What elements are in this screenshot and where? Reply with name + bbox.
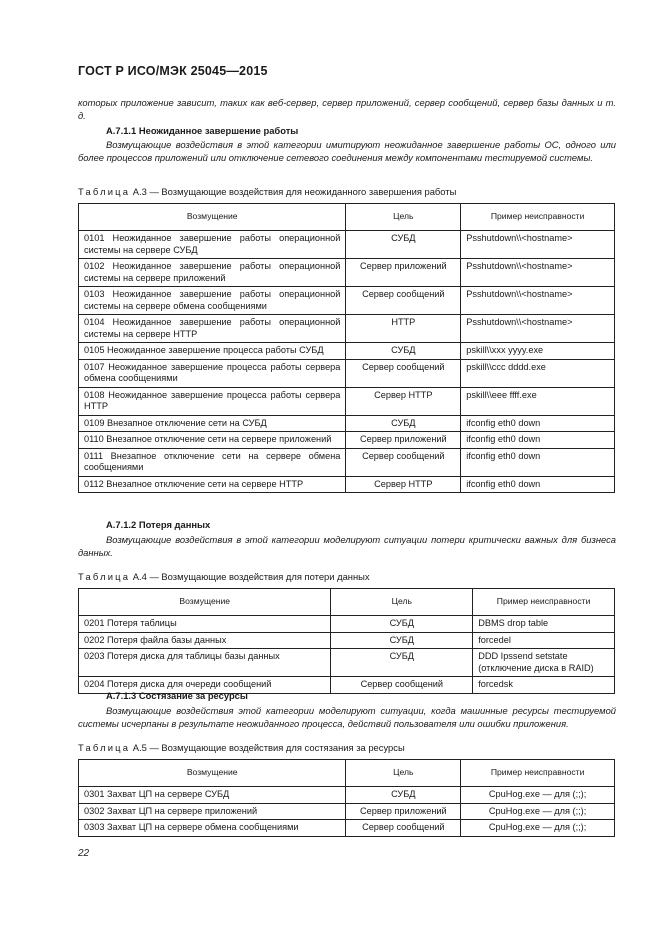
disturbance-cell: 0303 Захват ЦП на сервере обмена сообщениями xyxy=(79,820,346,837)
page-number: 22 xyxy=(78,848,90,859)
table-row xyxy=(79,476,615,493)
intro-paragraph: которых приложение зависит, таких как веб-сервер, сервер приложений, сервер сообщений, сервер базы данных и т. д. xyxy=(78,97,616,121)
fault-example-cell: CpuHog.exe — для (;;); xyxy=(461,820,615,837)
caption-prefix: Таблица xyxy=(78,571,131,582)
table-header-row xyxy=(79,589,615,616)
disturbance-cell: 0112 Внезапное отключение сети на сервере HTTP xyxy=(79,476,346,493)
target-cell: СУБД xyxy=(346,343,461,360)
disturbance-cell: 0302 Захват ЦП на сервере приложений xyxy=(79,803,346,820)
table-row xyxy=(79,343,615,360)
fault-example-cell: ifconfig eth0 down xyxy=(461,476,615,493)
table-row xyxy=(79,315,615,343)
document-header: ГОСТ Р ИСО/МЭК 25045—2015 xyxy=(78,64,268,78)
target-cell: Сервер сообщений xyxy=(331,677,473,694)
target-cell: Сервер сообщений xyxy=(346,287,461,315)
section-heading-a711: А.7.1.1 Неожиданное завершение работы xyxy=(106,125,299,136)
fault-example-cell: forcedsk xyxy=(473,677,615,694)
target-cell: Сервер HTTP xyxy=(346,387,461,415)
table-row xyxy=(79,448,615,476)
disturbance-cell: 0102 Неожиданное завершение работы операционной системы на сервере приложений xyxy=(79,259,346,287)
table-row xyxy=(79,387,615,415)
column-header: Цель xyxy=(346,760,461,787)
table-caption-a3 xyxy=(78,186,456,197)
disturbance-cell: 0201 Потеря таблицы xyxy=(79,616,331,633)
column-header: Пример неисправности xyxy=(461,760,615,787)
table-caption-a5 xyxy=(78,742,405,753)
section-text-a713: Возмущающие воздействия этой категории моделируют ситуации, когда машинные ресурсы тестируемой системы исчерпаны в результате неожиданного процесса, действий пользователя или ошибки приложения. xyxy=(78,705,616,729)
table-row xyxy=(79,415,615,432)
fault-example-cell: pskill\\xxx yyyy.exe xyxy=(461,343,615,360)
caption-prefix: Таблица xyxy=(78,742,131,753)
column-header: Пример неисправности xyxy=(461,204,615,231)
fault-example-cell: CpuHog.exe — для (;;); xyxy=(461,787,615,804)
target-cell: СУБД xyxy=(346,787,461,804)
disturbance-cell: 0111 Внезапное отключение сети на сервере обмена сообщениями xyxy=(79,448,346,476)
caption-rest: А.4 — Возмущающие воздействия для потери данных xyxy=(130,571,370,582)
disturbance-cell: 0103 Неожиданное завершение работы операционной системы на сервере обмена сообщениями xyxy=(79,287,346,315)
disturbance-cell: 0301 Захват ЦП на сервере СУБД xyxy=(79,787,346,804)
section-heading-a713: А.7.1.3 Состязание за ресурсы xyxy=(106,690,248,701)
column-header: Возмущение xyxy=(79,204,346,231)
column-header: Цель xyxy=(331,589,473,616)
fault-example-cell: Psshutdown\\<hostname> xyxy=(461,287,615,315)
table-a5 xyxy=(78,759,615,837)
target-cell: СУБД xyxy=(331,616,473,633)
table-caption-a4 xyxy=(78,571,370,582)
caption-rest: А.3 — Возмущающие воздействия для неожиданного завершения работы xyxy=(130,186,457,197)
disturbance-cell: 0108 Неожиданное завершение процесса работы сервера HTTP xyxy=(79,387,346,415)
fault-example-cell: Psshutdown\\<hostname> xyxy=(461,231,615,259)
target-cell: СУБД xyxy=(331,649,473,677)
target-cell: СУБД xyxy=(331,632,473,649)
target-cell: Сервер HTTP xyxy=(346,476,461,493)
table-header-row xyxy=(79,760,615,787)
disturbance-cell: 0105 Неожиданное завершение процесса работы СУБД xyxy=(79,343,346,360)
table-a4 xyxy=(78,588,615,694)
column-header: Возмущение xyxy=(79,760,346,787)
caption-rest: А.5 — Возмущающие воздействия для состязания за ресурсы xyxy=(130,742,405,753)
fault-example-cell: DDD Ipssend setstate (отключение диска в RAID) xyxy=(473,649,615,677)
section-heading-a712: А.7.1.2 Потеря данных xyxy=(106,519,211,530)
target-cell: Сервер сообщений xyxy=(346,448,461,476)
column-header: Пример неисправности xyxy=(473,589,615,616)
table-row xyxy=(79,632,615,649)
fault-example-cell: CpuHog.exe — для (;;); xyxy=(461,803,615,820)
section-text-a711: Возмущающие воздействия в этой категории имитируют неожиданное завершение работы ОС, одного или более процессов приложений или отключение сетевого соединения между компонентами тестируемой системы. xyxy=(78,139,616,163)
target-cell: СУБД xyxy=(346,231,461,259)
disturbance-cell: 0204 Потеря диска для очереди сообщений xyxy=(79,677,331,694)
target-cell: Сервер приложений xyxy=(346,432,461,449)
disturbance-cell: 0110 Внезапное отключение сети на сервере приложений xyxy=(79,432,346,449)
caption-prefix: Таблица xyxy=(78,186,131,197)
disturbance-cell: 0109 Внезапное отключение сети на СУБД xyxy=(79,415,346,432)
fault-example-cell: forcedel xyxy=(473,632,615,649)
fault-example-cell: Psshutdown\\<hostname> xyxy=(461,315,615,343)
fault-example-cell: DBMS drop table xyxy=(473,616,615,633)
disturbance-cell: 0101 Неожиданное завершение работы операционной системы на сервере СУБД xyxy=(79,231,346,259)
disturbance-cell: 0104 Неожиданное завершение работы операционной системы на сервере HTTP xyxy=(79,315,346,343)
disturbance-cell: 0107 Неожиданное завершение процесса работы сервера обмена сообщениями xyxy=(79,359,346,387)
target-cell: Сервер приложений xyxy=(346,803,461,820)
table-header-row xyxy=(79,204,615,231)
fault-example-cell: pskill\\eee ffff.exe xyxy=(461,387,615,415)
table-row xyxy=(79,803,615,820)
target-cell: Сервер сообщений xyxy=(346,359,461,387)
fault-example-cell: ifconfig eth0 down xyxy=(461,448,615,476)
table-row xyxy=(79,649,615,677)
table-row xyxy=(79,359,615,387)
target-cell: СУБД xyxy=(346,415,461,432)
fault-example-cell: ifconfig eth0 down xyxy=(461,432,615,449)
section-text-a712: Возмущающие воздействия в этой категории моделируют ситуации потери критически важных для бизнеса данных. xyxy=(78,534,616,558)
target-cell: Сервер сообщений xyxy=(346,820,461,837)
table-row xyxy=(79,787,615,804)
target-cell: HTTP xyxy=(346,315,461,343)
disturbance-cell: 0202 Потеря файла базы данных xyxy=(79,632,331,649)
table-row xyxy=(79,432,615,449)
table-row xyxy=(79,259,615,287)
target-cell: Сервер приложений xyxy=(346,259,461,287)
table-a3 xyxy=(78,203,615,493)
column-header: Цель xyxy=(346,204,461,231)
table-row xyxy=(79,616,615,633)
fault-example-cell: ifconfig eth0 down xyxy=(461,415,615,432)
table-row xyxy=(79,287,615,315)
table-row xyxy=(79,820,615,837)
fault-example-cell: Psshutdown\\<hostname> xyxy=(461,259,615,287)
table-row xyxy=(79,231,615,259)
fault-example-cell: pskill\\ccc dddd.exe xyxy=(461,359,615,387)
column-header: Возмущение xyxy=(79,589,331,616)
disturbance-cell: 0203 Потеря диска для таблицы базы данных xyxy=(79,649,331,677)
